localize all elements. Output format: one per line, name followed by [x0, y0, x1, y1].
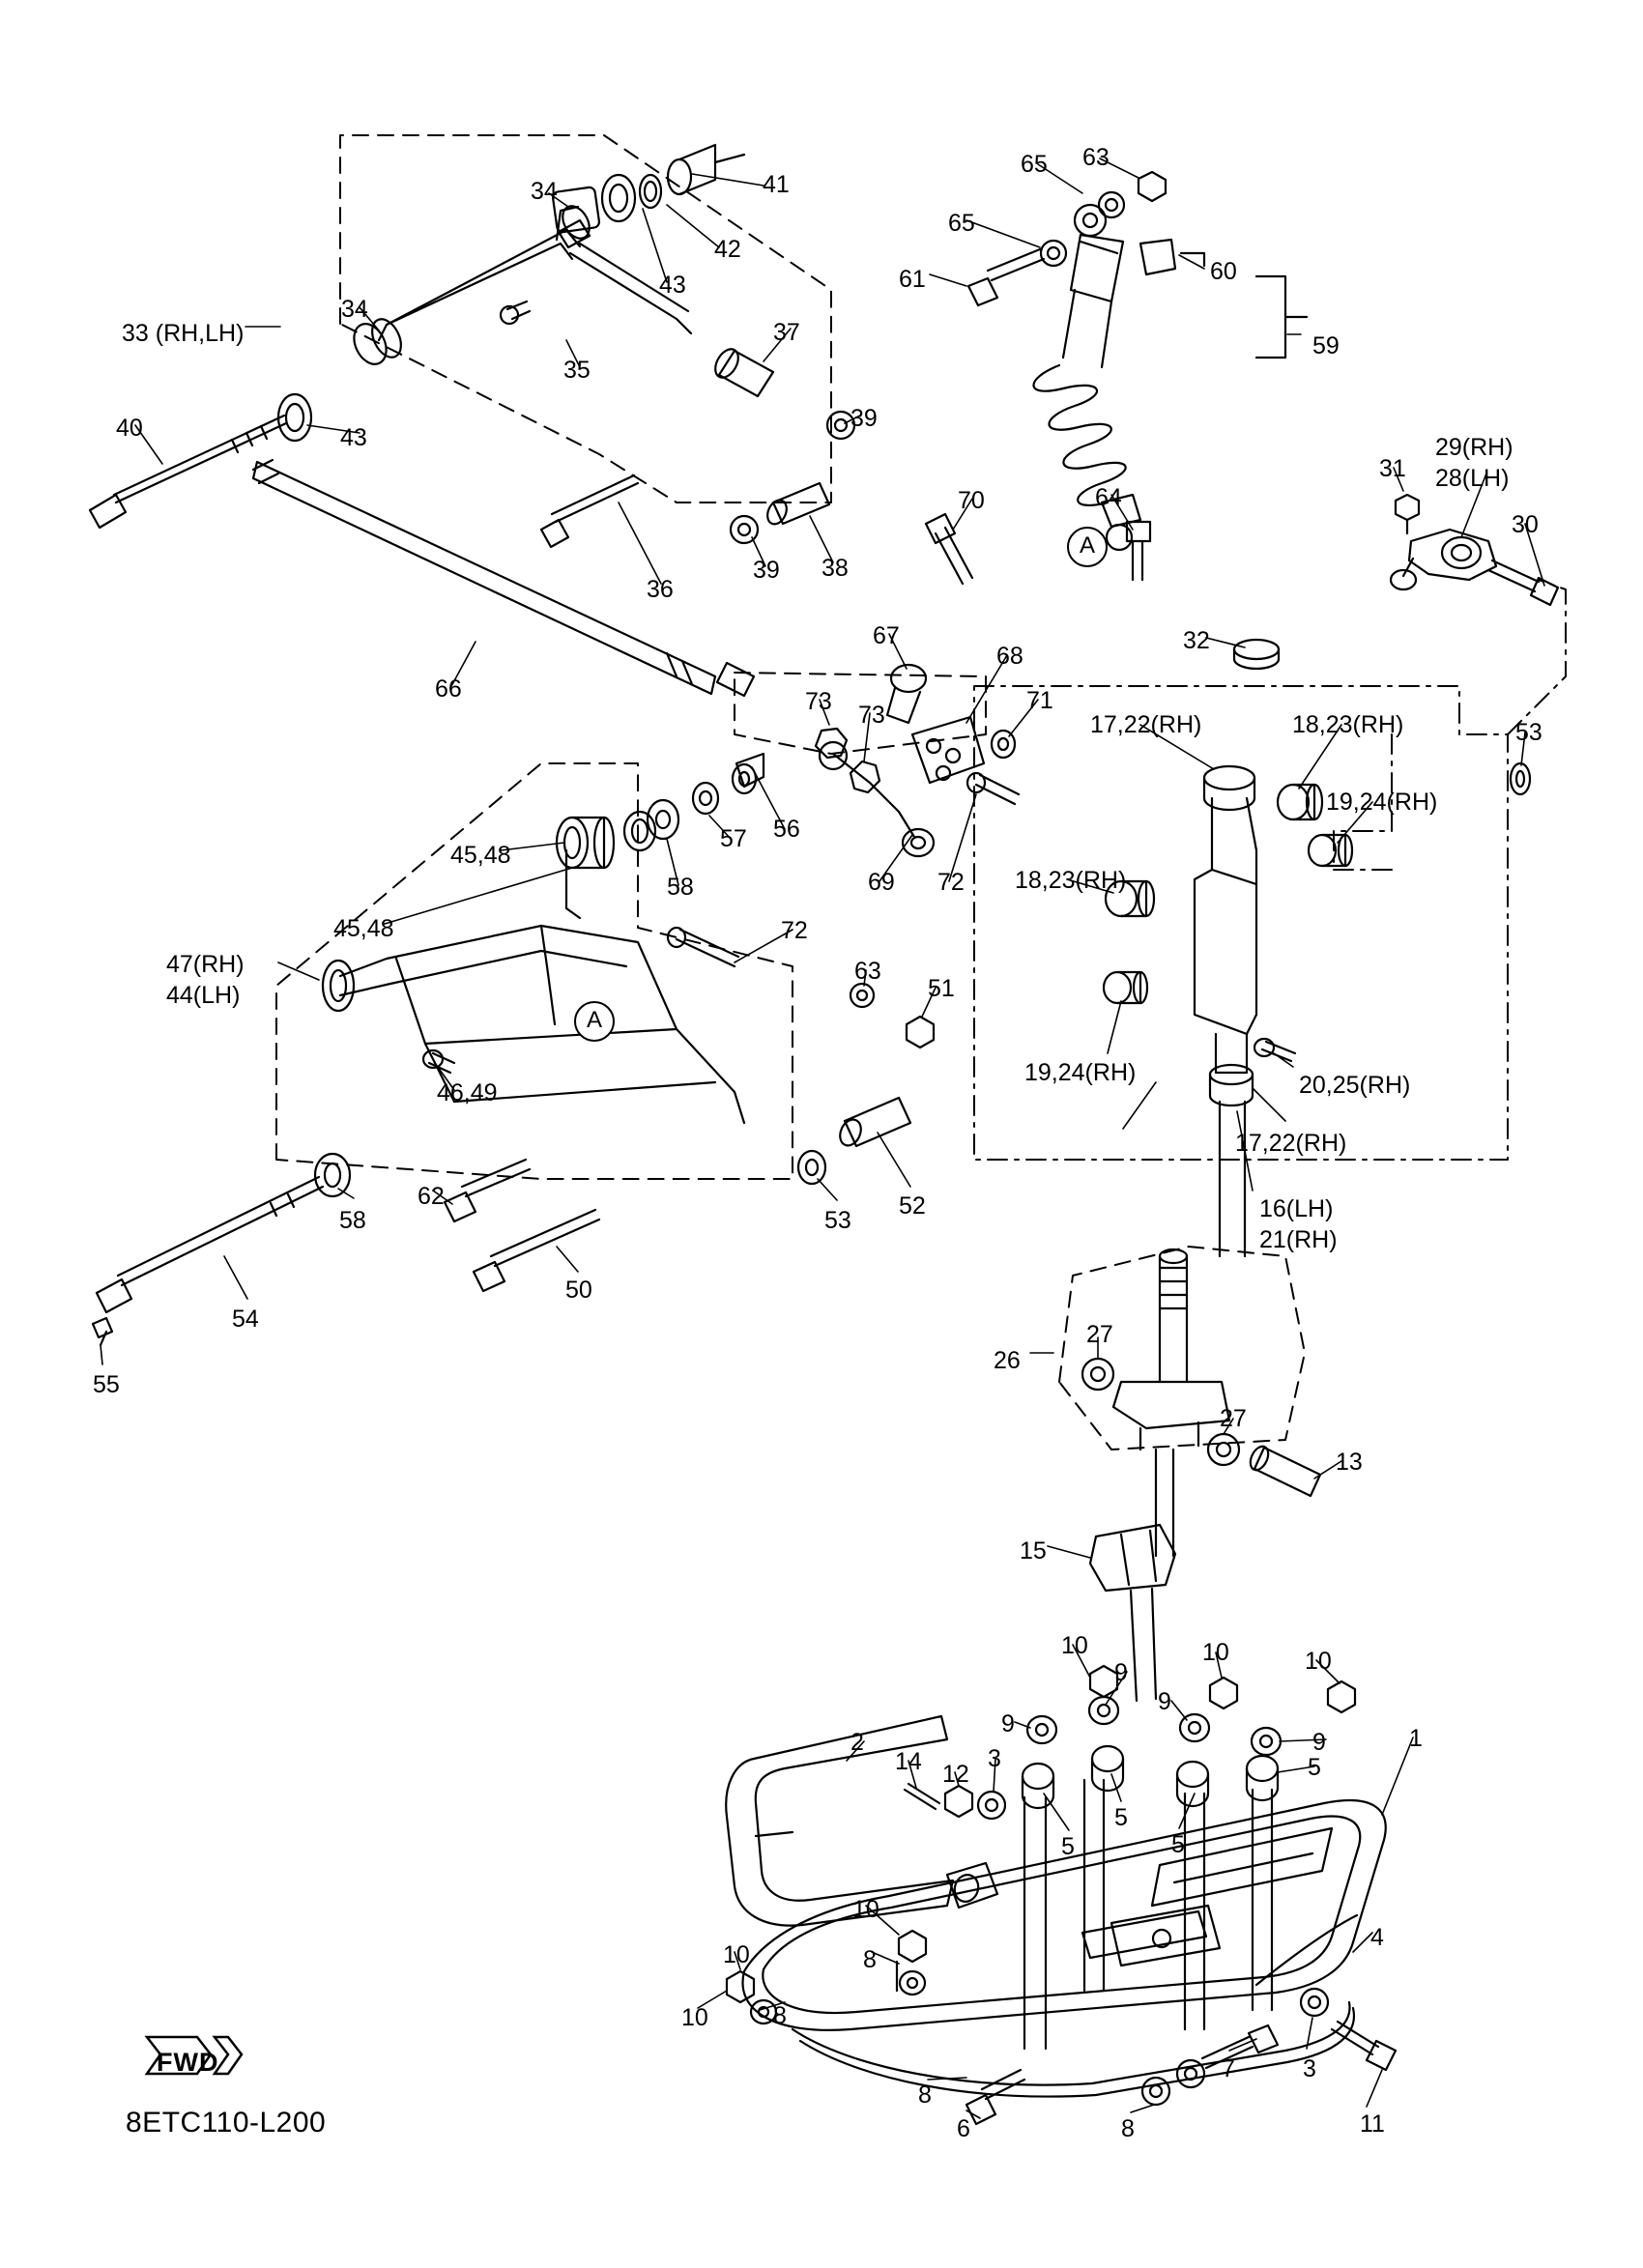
- part-number-label: 65: [948, 210, 975, 237]
- part-number-label: 17,22(RH): [1235, 1130, 1347, 1157]
- part-number-label: 57: [720, 825, 747, 852]
- part-number-label: 45,48: [450, 842, 511, 869]
- part-number-label: 1: [1409, 1725, 1423, 1752]
- part-number-label: 31: [1379, 455, 1406, 482]
- part-number-label: 63: [1082, 144, 1110, 171]
- part-number-label: 56: [773, 816, 800, 843]
- part-number-label: 37: [773, 319, 800, 346]
- part-number-label: 9: [1158, 1688, 1171, 1715]
- part-number-label: 73: [805, 688, 832, 715]
- part-number-label: 15: [1020, 1537, 1047, 1565]
- part-number-label: 8: [863, 1946, 877, 1973]
- part-number-label: 10: [1202, 1639, 1229, 1666]
- part-number-label: 3: [988, 1745, 1001, 1772]
- part-number-label: 18,23(RH): [1292, 711, 1404, 738]
- part-number-label: 27: [1220, 1405, 1247, 1432]
- part-number-label: 54: [232, 1306, 259, 1333]
- part-number-label: 29(RH): [1435, 434, 1513, 461]
- part-number-label: 39: [850, 405, 878, 432]
- part-number-label: 42: [714, 236, 741, 263]
- part-number-label: 50: [565, 1277, 592, 1304]
- part-number-label: 53: [824, 1207, 851, 1234]
- part-number-label: 6: [957, 2115, 970, 2142]
- part-number-label: 10: [1305, 1648, 1332, 1675]
- part-number-label: 19,24(RH): [1024, 1059, 1137, 1086]
- part-number-label: 5: [1114, 1804, 1128, 1831]
- part-number-label: 41: [763, 171, 790, 198]
- part-number-label: 67: [873, 622, 900, 649]
- part-number-label: 55: [93, 1371, 120, 1398]
- part-number-label: 69: [868, 869, 895, 896]
- part-number-label: 13: [1336, 1449, 1363, 1476]
- callout-marker: A: [574, 1001, 615, 1042]
- part-number-label: 45,48: [333, 915, 394, 942]
- fwd-label: FWD: [157, 2048, 219, 2077]
- part-number-label: 44(LH): [166, 982, 241, 1009]
- part-number-label: 58: [339, 1207, 366, 1234]
- part-number-label: 27: [1086, 1321, 1113, 1348]
- part-number-label: 47(RH): [166, 951, 245, 978]
- part-number-label: 38: [822, 555, 849, 582]
- part-number-label: 73: [858, 702, 885, 729]
- part-number-label: 26: [994, 1347, 1021, 1374]
- part-number-label: 70: [958, 487, 985, 514]
- part-number-label: 18,23(RH): [1015, 867, 1127, 894]
- part-number-label: 52: [899, 1192, 926, 1220]
- part-number-label: 21(RH): [1259, 1226, 1338, 1253]
- part-number-label: 8: [773, 2002, 787, 2029]
- part-number-label: 34: [341, 296, 368, 323]
- part-number-label: 68: [996, 643, 1023, 670]
- part-number-label: 17,22(RH): [1090, 711, 1202, 738]
- part-number-label: 60: [1210, 258, 1237, 285]
- part-number-label: 39: [753, 557, 780, 584]
- part-number-label: 65: [1021, 151, 1048, 178]
- part-number-label: 28(LH): [1435, 465, 1510, 492]
- diagram-code: 8ETC110-L200: [126, 2107, 327, 2139]
- part-number-label: 10: [681, 2004, 708, 2031]
- part-number-label: 40: [116, 415, 143, 442]
- part-number-label: 63: [854, 958, 881, 985]
- part-number-label: 72: [781, 917, 808, 944]
- part-number-label: 19,24(RH): [1326, 789, 1438, 816]
- part-number-label: 62: [418, 1183, 445, 1210]
- callout-marker: A: [1067, 527, 1108, 567]
- part-number-label: 58: [667, 874, 694, 901]
- part-number-label: 72: [937, 869, 965, 896]
- part-number-label: 11: [1360, 2110, 1385, 2138]
- part-number-label: 51: [928, 975, 955, 1002]
- part-number-label: 12: [942, 1761, 969, 1788]
- part-number-label: 43: [340, 424, 367, 451]
- part-number-label: 10: [852, 1896, 879, 1923]
- part-number-label: 66: [435, 675, 462, 703]
- part-number-label: 9: [1001, 1710, 1015, 1737]
- part-number-label: 5: [1061, 1833, 1075, 1860]
- part-number-label: 59: [1312, 332, 1340, 359]
- part-number-label: 53: [1515, 719, 1542, 746]
- part-number-label: 7: [1222, 2055, 1235, 2082]
- part-number-label: 43: [659, 272, 686, 299]
- part-number-label: 9: [1312, 1729, 1326, 1756]
- part-number-label: 2: [850, 1729, 864, 1756]
- part-number-label: 8: [918, 2081, 932, 2109]
- part-number-label: 32: [1183, 627, 1210, 654]
- part-number-label: 64: [1095, 484, 1122, 511]
- part-number-label: 71: [1026, 687, 1053, 714]
- part-number-label: 46,49: [437, 1079, 498, 1106]
- part-number-label: 5: [1171, 1831, 1185, 1858]
- part-number-label: 10: [723, 1941, 750, 1968]
- part-number-label: 3: [1303, 2055, 1316, 2082]
- part-number-label: 33 (RH,LH): [122, 320, 245, 347]
- part-number-label: 61: [899, 266, 926, 293]
- part-number-label: 16(LH): [1259, 1195, 1334, 1222]
- part-number-label: 36: [647, 576, 674, 603]
- part-number-label: 8: [1121, 2115, 1135, 2142]
- part-number-label: 34: [531, 178, 558, 205]
- part-number-label: 4: [1370, 1924, 1384, 1951]
- part-number-label: 30: [1512, 511, 1539, 538]
- part-number-label: 9: [1114, 1659, 1128, 1686]
- part-number-label: 35: [563, 357, 591, 384]
- part-number-label: 10: [1061, 1632, 1088, 1659]
- part-number-label: 14: [895, 1748, 922, 1775]
- part-number-label: 5: [1308, 1754, 1321, 1781]
- part-number-label: 20,25(RH): [1299, 1072, 1411, 1099]
